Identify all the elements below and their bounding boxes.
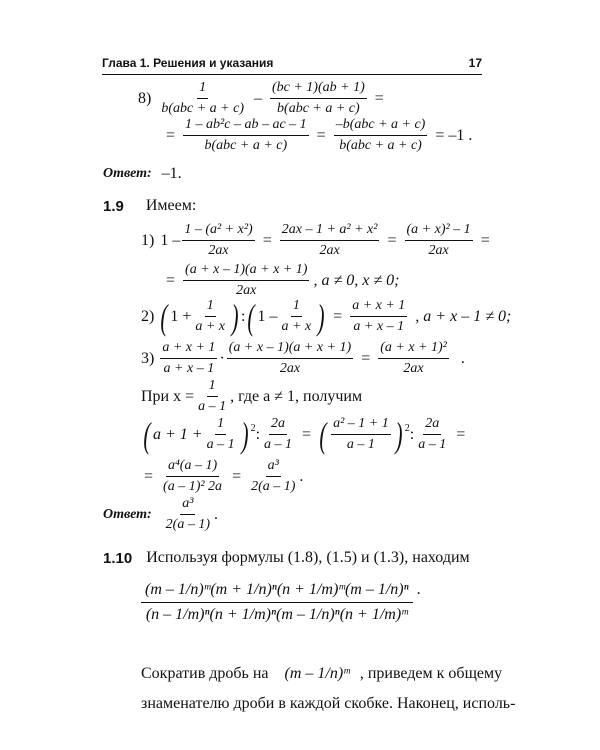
s110-text-line1: Сократив дробь на (m – 1/n)ᵐ , приведем к общему (141, 665, 503, 682)
item8-line2: = $\frac{\text{1 – ab²c – ab – ac – 1}}{\text{b(abc + a + c)}}$ = $\frac{\text{–b(abc + a + c)}}{\text{b(abc + a + c)}}$ = –1 . (166, 117, 473, 154)
item8-line1: 8) $\frac{1}{\text{b(abc + a + c)}}$ – $\frac{(bc + 1)(ab + 1)}{\text{b(abc + a + c)}}$ = (138, 80, 384, 117)
page-number: 17 (468, 56, 482, 70)
s19-part1: 1) 1 – $\frac{\text{1 – (a² + x²)}}{2ax}$ = $\frac{\text{2ax – 1 + a² + x²}}{2ax}$ = $\frac{\text{(a + x)² – 1}}{2ax}$ = (141, 222, 490, 259)
s19-part1-cont: = $\frac{(a + x - 1)(a + x + 1)}{2ax}$ , a ≠ 0, x ≠ 0; (166, 262, 400, 299)
fraction: $\frac{(bc + 1)(ab + 1)}{\text{b(abc + a + c)}}$ (271, 80, 365, 117)
section-1-9-heading: 1.9 Имеем: (103, 197, 197, 215)
answer-1: Ответ: –1. (103, 165, 182, 182)
answer-2: Ответ: $\frac{\text{a³}}{2(a - 1)}$ . (103, 496, 218, 533)
fraction: $\frac{\text{a³}}{2(a - 1)}$ (165, 496, 210, 533)
fraction: $\frac{\text{–b(abc + a + c)}}{\text{b(abc + a + c)}}$ (335, 117, 426, 154)
fraction: $\frac{\text{a² – 1 + 1}}{a - 1}$ (333, 416, 389, 453)
s110-text-line2: знаменателю дроби в каждой скобке. Наконец, исполь- (141, 695, 516, 712)
fraction: $\frac{\text{(a + x + 1)²}}{2ax}$ (380, 340, 447, 377)
big-fraction-denominator: (n – 1/m)ⁿ(n + 1/m)ⁿ(m – 1/n)ⁿ(n + 1/m)ᵐ (145, 606, 408, 623)
fraction: $\frac{2a}{a - 1}$ (264, 416, 293, 453)
fraction: $\frac{(a + x - 1)(a + x + 1)}{2ax}$ (228, 340, 352, 377)
s19-eq2: = $\frac{\text{a⁴(a – 1)}}{\text{(a – 1)² 2a}}$ = $\frac{\text{a³}}{2(a - 1)}$ . (144, 458, 304, 495)
section-1-10-heading: 1.10 Используя формулы (1.8), (1.5) и (1.3), находим (103, 549, 470, 567)
running-header (102, 56, 482, 75)
s19-eq1: ( a + 1 + $\frac{1}{a - 1}$ ) 2 : $\frac{2a}{a - 1}$ = ( $\frac{\text{a² – 1 + 1}}{a - 1}$ ) 2 : $\frac{2a}{a - 1}$ = (143, 414, 466, 455)
fraction: $\frac{2a}{a - 1}$ (418, 416, 447, 453)
fraction: $\frac{\text{2ax – 1 + a² + x²}}{2ax}$ (281, 222, 378, 259)
fraction: $\frac{1}{\text{b(abc + a + c)}}$ (161, 80, 244, 117)
s19-substitution: При x = $\frac{1}{a - 1}$ , где a ≠ 1, получим (141, 378, 363, 415)
s19-part2: 2) ( 1 + $\frac{1}{a + x}$ ) : ( 1 – $\frac{1}{a + x}$ ) = $\frac{a + x + 1}{a + x - 1}$ , a + x – 1 ≠ 0; (141, 296, 512, 337)
s110-big-fraction: $\frac{\text{(m – 1/n)ᵐ(m + 1/n)ⁿ(n + 1/m)ᵐ(m – 1/n)ⁿ}}{\text{(n – 1/m)ⁿ(n + 1/m)ⁿ(m – 1/n)ⁿ(n + 1/m)ᵐ}}$ . (141, 582, 421, 623)
fraction: $\frac{(a + x - 1)(a + x + 1)}{2ax}$ (185, 262, 308, 299)
s19-part3: 3) $\frac{a + x + 1}{a + x - 1}$ · $\frac{(a + x - 1)(a + x + 1)}{2ax}$ = $\frac{\text{(a + x + 1)²}}{2ax}$ . (141, 340, 465, 377)
fraction: $\frac{\text{(a + x)² – 1}}{2ax}$ (406, 222, 471, 259)
fraction: $\frac{a + x + 1}{a + x - 1}$ (162, 340, 216, 377)
fraction: $\frac{a + x + 1}{a + x - 1}$ (352, 298, 406, 335)
chapter-title: Глава 1. Решения и указания (102, 56, 274, 70)
fraction: $\frac{1}{a - 1}$ (206, 416, 235, 453)
fraction: $\frac{\text{a³}}{2(a - 1)}$ (251, 458, 296, 495)
fraction: $\frac{1}{a + x}$ (195, 298, 226, 335)
item-label: 8) (138, 89, 152, 107)
fraction: $\frac{\text{1 – ab²c – ab – ac – 1}}{\text{b(abc + a + c)}}$ (185, 117, 307, 154)
fraction: $\frac{1}{a - 1}$ (198, 378, 227, 415)
fraction: $\frac{\text{a⁴(a – 1)}}{\text{(a – 1)² 2a}}$ (163, 458, 223, 495)
fraction: $\frac{\text{1 – (a² + x²)}}{2ax}$ (184, 222, 253, 259)
fraction: $\frac{1}{a + x}$ (281, 298, 312, 335)
big-fraction-numerator: (m – 1/n)ᵐ(m + 1/n)ⁿ(n + 1/m)ᵐ(m – 1/n)ⁿ (141, 582, 413, 603)
